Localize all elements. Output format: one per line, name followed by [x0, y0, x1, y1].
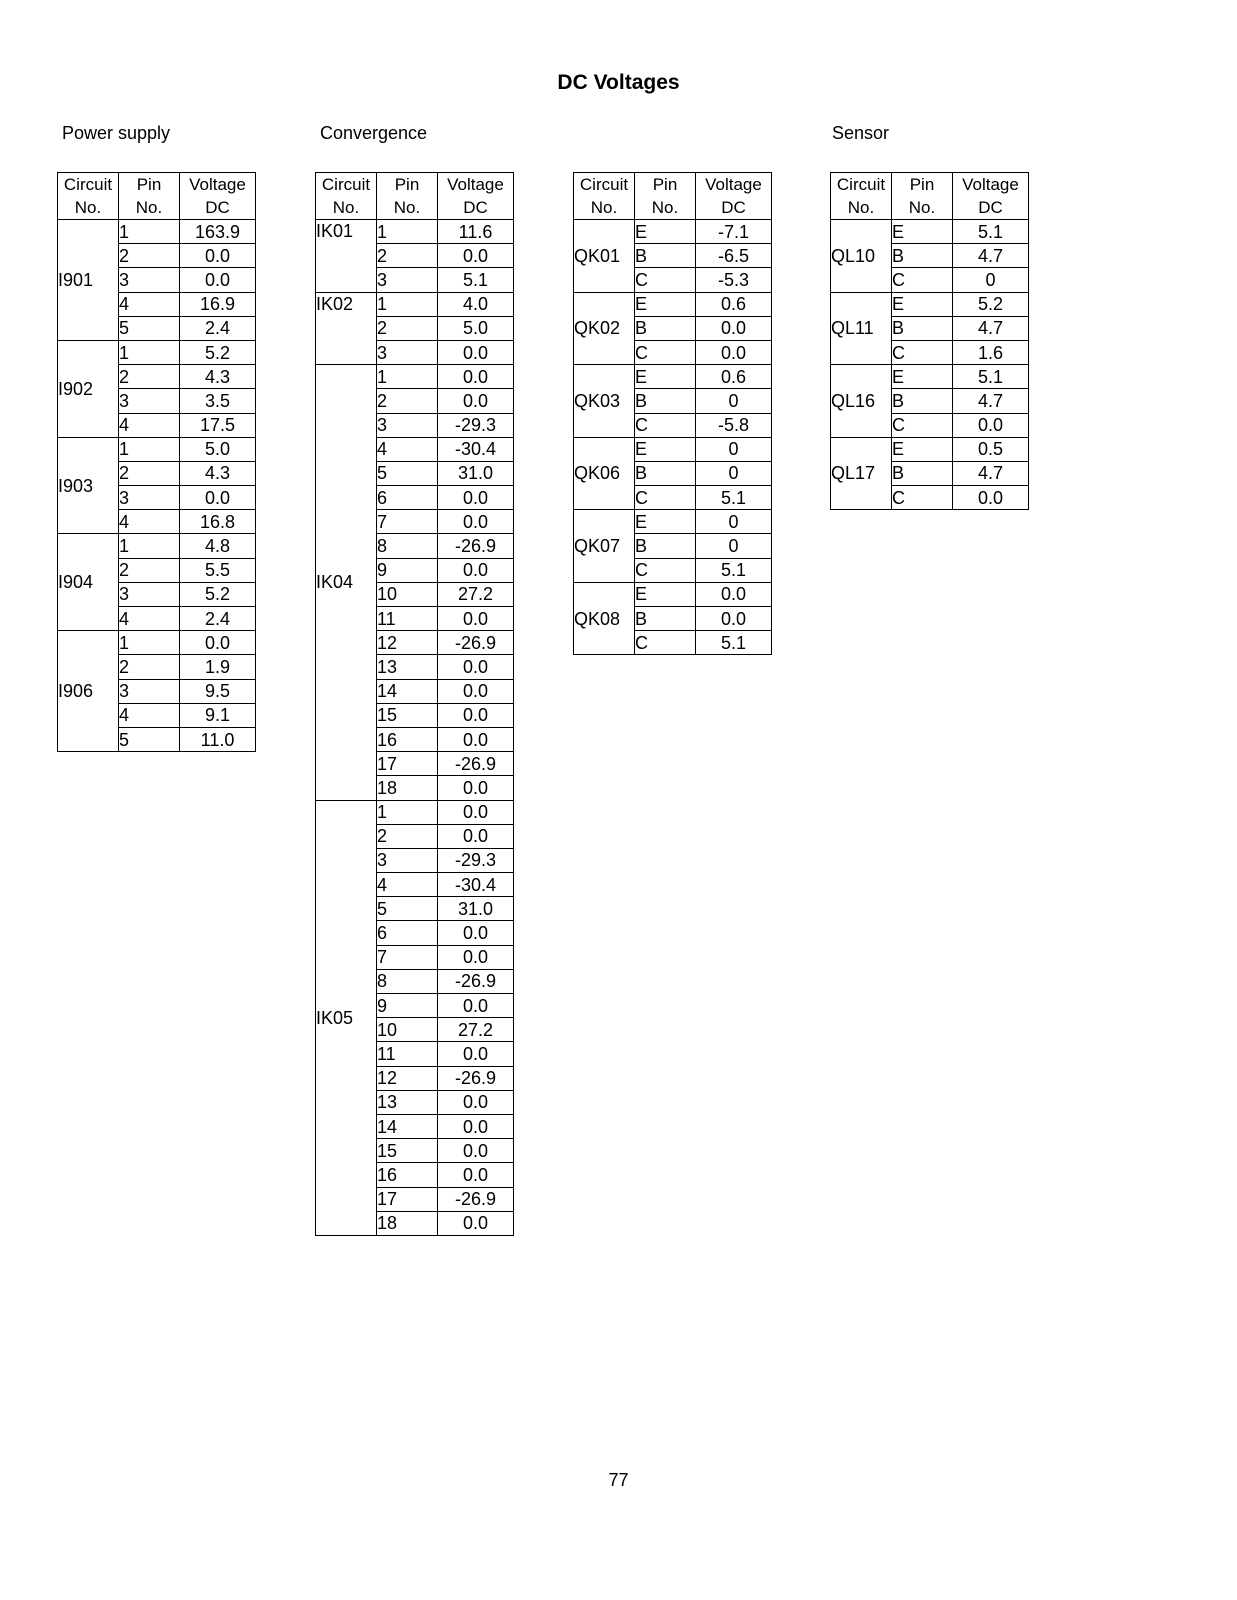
circuit-header: Circuit	[831, 173, 892, 197]
pin-cell: C	[635, 631, 696, 655]
voltage-header: DC	[953, 196, 1029, 220]
voltage-cell: 0.0	[438, 800, 514, 824]
table-row	[316, 365, 514, 389]
voltage-cell: 0.0	[438, 365, 514, 389]
circuit-cell: QK06	[574, 437, 635, 510]
voltage-cell: 0.0	[953, 486, 1029, 510]
voltage-cell: -26.9	[438, 534, 514, 558]
convergence-transistor-table	[573, 172, 772, 655]
voltage-cell: 5.1	[953, 365, 1029, 389]
voltage-cell: 4.7	[953, 461, 1029, 485]
pin-cell: 18	[377, 1211, 438, 1235]
circuit-header: No.	[58, 196, 119, 220]
voltage-header: Voltage	[180, 173, 256, 197]
pin-cell: 1	[377, 365, 438, 389]
table-row	[574, 437, 772, 461]
pin-cell: 8	[377, 969, 438, 993]
voltage-cell: 27.2	[438, 1018, 514, 1042]
pin-cell: 10	[377, 582, 438, 606]
pin-cell: 3	[377, 268, 438, 292]
table-row	[574, 292, 772, 316]
pin-cell: 6	[377, 486, 438, 510]
header-row	[58, 196, 256, 220]
pin-cell: 16	[377, 1163, 438, 1187]
circuit-cell: QK01	[574, 220, 635, 293]
pin-cell: E	[635, 510, 696, 534]
voltage-cell: 1.9	[180, 655, 256, 679]
pin-cell: 7	[377, 945, 438, 969]
pin-cell: 1	[119, 631, 180, 655]
voltage-cell: 0.0	[953, 413, 1029, 437]
voltage-cell: 0.5	[953, 437, 1029, 461]
voltage-cell: -26.9	[438, 631, 514, 655]
pin-cell: 8	[377, 534, 438, 558]
pin-cell: 3	[377, 413, 438, 437]
pin-cell: B	[635, 461, 696, 485]
pin-cell: 2	[119, 655, 180, 679]
voltage-cell: 0.0	[438, 1042, 514, 1066]
voltage-cell: 1.6	[953, 340, 1029, 364]
voltage-header: DC	[438, 196, 514, 220]
voltage-cell: -7.1	[696, 220, 772, 244]
pin-cell: 3	[119, 268, 180, 292]
section-label-power-supply: Power supply	[62, 123, 171, 143]
pin-cell: B	[635, 389, 696, 413]
voltage-cell: 0.0	[438, 679, 514, 703]
voltage-cell: -26.9	[438, 969, 514, 993]
pin-cell: 2	[377, 389, 438, 413]
voltage-cell: 9.1	[180, 703, 256, 727]
pin-cell: 1	[119, 534, 180, 558]
pin-cell: 4	[377, 437, 438, 461]
voltage-cell: 0.0	[180, 244, 256, 268]
pin-header: Pin	[635, 173, 696, 197]
voltage-header: Voltage	[953, 173, 1029, 197]
pin-cell: E	[635, 220, 696, 244]
voltage-cell: 0.0	[438, 607, 514, 631]
voltage-cell: 5.1	[696, 631, 772, 655]
voltage-cell: 2.4	[180, 607, 256, 631]
pin-cell: 1	[377, 800, 438, 824]
voltage-cell: 0.0	[438, 994, 514, 1018]
voltage-cell: 0	[953, 268, 1029, 292]
voltage-cell: 16.9	[180, 292, 256, 316]
voltage-cell: 0.0	[438, 340, 514, 364]
pin-cell: 3	[377, 340, 438, 364]
pin-cell: 13	[377, 1090, 438, 1114]
pin-cell: 2	[119, 244, 180, 268]
header-row	[316, 196, 514, 220]
table-row	[831, 292, 1029, 316]
voltage-cell: 11.0	[180, 727, 256, 751]
pin-cell: 1	[119, 220, 180, 244]
pin-cell: 13	[377, 655, 438, 679]
pin-cell: 2	[119, 365, 180, 389]
circuit-header: No.	[831, 196, 892, 220]
table-row	[574, 582, 772, 606]
table-row	[316, 800, 514, 824]
voltage-cell: 5.2	[180, 582, 256, 606]
voltage-cell: 0.0	[438, 727, 514, 751]
voltage-cell: 4.8	[180, 534, 256, 558]
section-label-sensor: Sensor	[832, 123, 890, 143]
pin-cell: E	[635, 582, 696, 606]
pin-cell: 12	[377, 1066, 438, 1090]
pin-header: Pin	[119, 173, 180, 197]
pin-header: Pin	[892, 173, 953, 197]
pin-cell: 5	[377, 461, 438, 485]
pin-cell: C	[892, 340, 953, 364]
voltage-cell: 4.3	[180, 365, 256, 389]
voltage-cell: 4.7	[953, 244, 1029, 268]
pin-cell: 3	[377, 848, 438, 872]
voltage-cell: 5.0	[180, 437, 256, 461]
voltage-cell: 5.1	[953, 220, 1029, 244]
voltage-cell: 0.0	[438, 1163, 514, 1187]
sensor-table	[830, 172, 1029, 510]
pin-cell: C	[635, 558, 696, 582]
pin-cell: 14	[377, 679, 438, 703]
voltage-cell: 0	[696, 461, 772, 485]
pin-cell: 17	[377, 752, 438, 776]
voltage-cell: 5.1	[696, 486, 772, 510]
voltage-cell: -29.3	[438, 848, 514, 872]
pin-cell: 4	[377, 873, 438, 897]
voltage-cell: 5.0	[438, 316, 514, 340]
voltage-cell: -30.4	[438, 437, 514, 461]
circuit-cell: I904	[58, 534, 119, 631]
pin-cell: 5	[377, 897, 438, 921]
pin-cell: B	[635, 244, 696, 268]
voltage-header: Voltage	[696, 173, 772, 197]
pin-cell: B	[635, 316, 696, 340]
circuit-cell: QK08	[574, 582, 635, 655]
page-number: 77	[608, 1470, 629, 1490]
voltage-cell: 0.6	[696, 292, 772, 316]
table-row	[58, 220, 256, 244]
table-row	[574, 365, 772, 389]
voltage-cell: 4.0	[438, 292, 514, 316]
page-title: DC Voltages	[557, 71, 680, 94]
pin-cell: C	[635, 486, 696, 510]
pin-cell: C	[635, 340, 696, 364]
pin-cell: 9	[377, 994, 438, 1018]
table-row	[831, 220, 1029, 244]
voltage-cell: 0	[696, 534, 772, 558]
pin-cell: 2	[119, 558, 180, 582]
pin-cell: 3	[119, 679, 180, 703]
pin-cell: B	[892, 461, 953, 485]
voltage-cell: -5.3	[696, 268, 772, 292]
circuit-header: Circuit	[58, 173, 119, 197]
convergence-ic-table	[315, 172, 514, 1236]
pin-header: No.	[635, 196, 696, 220]
pin-cell: E	[892, 292, 953, 316]
circuit-cell: QK03	[574, 365, 635, 438]
circuit-header: Circuit	[574, 173, 635, 197]
pin-header: No.	[892, 196, 953, 220]
voltage-cell: 0.0	[438, 1139, 514, 1163]
pin-cell: E	[892, 365, 953, 389]
pin-cell: B	[892, 244, 953, 268]
voltage-cell: -5.8	[696, 413, 772, 437]
voltage-cell: 0.0	[438, 244, 514, 268]
circuit-cell: QL17	[831, 437, 892, 510]
pin-cell: E	[635, 365, 696, 389]
voltage-cell: 5.2	[953, 292, 1029, 316]
voltage-cell: 0.0	[696, 316, 772, 340]
voltage-cell: 0.0	[696, 607, 772, 631]
circuit-header: No.	[574, 196, 635, 220]
voltage-cell: 0.0	[438, 824, 514, 848]
header-row	[58, 173, 256, 197]
pin-cell: 17	[377, 1187, 438, 1211]
voltage-cell: 27.2	[438, 582, 514, 606]
table-row	[58, 437, 256, 461]
voltage-cell: 4.3	[180, 461, 256, 485]
pin-cell: 4	[119, 703, 180, 727]
voltage-cell: 0.0	[438, 558, 514, 582]
pin-cell: E	[635, 292, 696, 316]
circuit-cell: QK07	[574, 510, 635, 583]
table-row	[831, 365, 1029, 389]
pin-cell: E	[892, 220, 953, 244]
pin-cell: 2	[377, 244, 438, 268]
header-row	[831, 173, 1029, 197]
pin-cell: 18	[377, 776, 438, 800]
pin-cell: 14	[377, 1114, 438, 1138]
table-row	[58, 631, 256, 655]
circuit-cell: I906	[58, 631, 119, 752]
header-row	[574, 196, 772, 220]
table-row	[58, 534, 256, 558]
voltage-cell: 0.0	[438, 1211, 514, 1235]
voltage-cell: 9.5	[180, 679, 256, 703]
pin-cell: 5	[119, 727, 180, 751]
voltage-cell: -29.3	[438, 413, 514, 437]
pin-cell: 3	[119, 486, 180, 510]
pin-cell: 15	[377, 1139, 438, 1163]
pin-cell: B	[635, 534, 696, 558]
pin-cell: B	[635, 607, 696, 631]
pin-header: No.	[377, 196, 438, 220]
circuit-cell: QL11	[831, 292, 892, 365]
voltage-cell: 5.1	[696, 558, 772, 582]
pin-cell: 1	[119, 340, 180, 364]
pin-cell: C	[635, 413, 696, 437]
pin-cell: B	[892, 389, 953, 413]
voltage-cell: -26.9	[438, 1187, 514, 1211]
voltage-cell: 0.0	[180, 268, 256, 292]
voltage-cell: 0	[696, 510, 772, 534]
pin-cell: 9	[377, 558, 438, 582]
circuit-cell: IK05	[316, 800, 377, 1235]
circuit-cell: IK01	[316, 220, 377, 293]
voltage-cell: 17.5	[180, 413, 256, 437]
pin-cell: E	[635, 437, 696, 461]
circuit-cell: IK04	[316, 365, 377, 800]
pin-cell: 4	[119, 413, 180, 437]
voltage-cell: 2.4	[180, 316, 256, 340]
table-row	[316, 292, 514, 316]
voltage-cell: 0.0	[696, 582, 772, 606]
voltage-cell: -6.5	[696, 244, 772, 268]
voltage-cell: -26.9	[438, 1066, 514, 1090]
pin-cell: 15	[377, 703, 438, 727]
power-supply-table	[57, 172, 256, 752]
voltage-cell: 0.6	[696, 365, 772, 389]
table-row	[58, 340, 256, 364]
pin-cell: B	[892, 316, 953, 340]
voltage-cell: 5.1	[438, 268, 514, 292]
voltage-cell: 11.6	[438, 220, 514, 244]
voltage-cell: 0.0	[438, 776, 514, 800]
circuit-cell: I901	[58, 220, 119, 341]
voltage-header: DC	[180, 196, 256, 220]
pin-cell: 4	[119, 292, 180, 316]
voltage-cell: 4.7	[953, 316, 1029, 340]
voltage-header: Voltage	[438, 173, 514, 197]
voltage-cell: 163.9	[180, 220, 256, 244]
voltage-cell: 0.0	[438, 1090, 514, 1114]
voltage-cell: 0.0	[438, 486, 514, 510]
pin-cell: C	[892, 413, 953, 437]
pin-cell: 4	[119, 510, 180, 534]
voltage-cell: 0.0	[438, 389, 514, 413]
voltage-cell: 31.0	[438, 461, 514, 485]
pin-cell: 16	[377, 727, 438, 751]
voltage-cell: 31.0	[438, 897, 514, 921]
header-row	[831, 196, 1029, 220]
pin-cell: 11	[377, 607, 438, 631]
voltage-cell: 0.0	[180, 486, 256, 510]
voltage-cell: 5.2	[180, 340, 256, 364]
pin-cell: 10	[377, 1018, 438, 1042]
pin-cell: C	[635, 268, 696, 292]
voltage-cell: 16.8	[180, 510, 256, 534]
pin-cell: C	[892, 268, 953, 292]
pin-cell: E	[892, 437, 953, 461]
voltage-cell: 3.5	[180, 389, 256, 413]
pin-header: Pin	[377, 173, 438, 197]
pin-cell: 11	[377, 1042, 438, 1066]
pin-cell: 3	[119, 389, 180, 413]
voltage-cell: 0.0	[438, 655, 514, 679]
pin-cell: 4	[119, 607, 180, 631]
voltage-cell: -26.9	[438, 752, 514, 776]
pin-cell: 2	[377, 316, 438, 340]
voltage-cell: 0.0	[438, 510, 514, 534]
pin-cell: C	[892, 486, 953, 510]
voltage-cell: 0.0	[438, 1114, 514, 1138]
pin-cell: 12	[377, 631, 438, 655]
voltage-cell: 4.7	[953, 389, 1029, 413]
circuit-cell: QL10	[831, 220, 892, 293]
voltage-cell: 0.0	[180, 631, 256, 655]
voltage-cell: 0	[696, 437, 772, 461]
pin-cell: 2	[119, 461, 180, 485]
table-row	[574, 220, 772, 244]
pin-header: No.	[119, 196, 180, 220]
pin-cell: 1	[377, 220, 438, 244]
table-row	[574, 510, 772, 534]
voltage-header: DC	[696, 196, 772, 220]
voltage-cell: 5.5	[180, 558, 256, 582]
circuit-header: No.	[316, 196, 377, 220]
pin-cell: 5	[119, 316, 180, 340]
table-row	[831, 437, 1029, 461]
pin-cell: 1	[377, 292, 438, 316]
header-row	[574, 173, 772, 197]
circuit-cell: QL16	[831, 365, 892, 438]
pin-cell: 6	[377, 921, 438, 945]
table-row	[316, 220, 514, 244]
header-row	[316, 173, 514, 197]
voltage-cell: 0	[696, 389, 772, 413]
voltage-cell: -30.4	[438, 873, 514, 897]
voltage-cell: 0.0	[438, 703, 514, 727]
circuit-header: Circuit	[316, 173, 377, 197]
pin-cell: 3	[119, 582, 180, 606]
pin-cell: 2	[377, 824, 438, 848]
pin-cell: 7	[377, 510, 438, 534]
circuit-cell: I902	[58, 340, 119, 437]
voltage-cell: 0.0	[438, 921, 514, 945]
section-label-convergence: Convergence	[320, 123, 428, 143]
circuit-cell: IK02	[316, 292, 377, 365]
circuit-cell: QK02	[574, 292, 635, 365]
pin-cell: 1	[119, 437, 180, 461]
voltage-cell: 0.0	[696, 340, 772, 364]
circuit-cell: I903	[58, 437, 119, 534]
voltage-cell: 0.0	[438, 945, 514, 969]
